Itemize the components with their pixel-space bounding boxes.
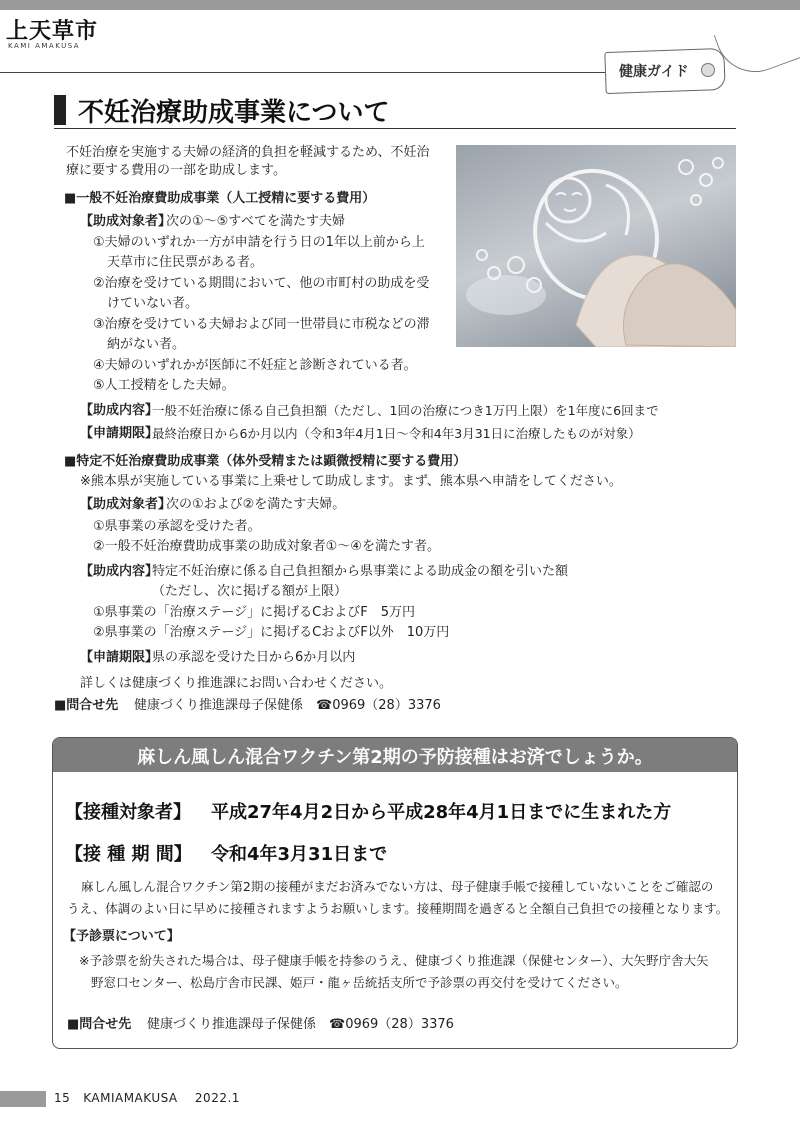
page-number: 15 xyxy=(54,1091,71,1105)
ticket-heading: 【予診票について】 xyxy=(63,929,180,944)
vaccine-notice-title: 麻しん風しん混合ワクチン第2期の予防接種はお済でしょうか。 xyxy=(137,747,653,768)
vaccine-contact-label: ■問合せ先 xyxy=(67,1017,132,1032)
special-note: ※熊本県が実施している事業に上乗せして助成します。まず、熊本県へ申請をしてください。 xyxy=(80,474,622,489)
vaccine-period-label: 【接 種 期 間】 xyxy=(65,844,192,865)
header-rule xyxy=(0,72,610,73)
category-tag xyxy=(605,50,723,90)
general-heading: ■一般不妊治療費助成事業（人工授精に要する費用） xyxy=(64,191,376,206)
general-item: 天草市に住民票がある者。 xyxy=(107,255,264,270)
special-target-label: 【助成対象者】 xyxy=(80,497,172,512)
tag-hole-icon xyxy=(701,63,715,77)
intro-line-1: 不妊治療を実施する夫婦の経済的負担を軽減するため、不妊治 xyxy=(66,145,430,160)
vaccine-notice-box xyxy=(52,737,738,1049)
footer xyxy=(54,1091,240,1105)
special-item: ①県事業の承認を受けた者。 xyxy=(93,519,261,534)
category-tag-label: 健康ガイド xyxy=(619,64,689,80)
special-heading: ■特定不妊治療費助成事業（体外受精または顕微授精に要する費用） xyxy=(64,454,467,469)
special-content-note: （ただし、次に掲げる額が上限） xyxy=(152,584,348,599)
general-target-text: 次の①～⑤すべてを満たす夫婦 xyxy=(166,214,346,229)
vaccine-body-line-2: うえ、体調のよい日に早めに接種されますようお願いします。接種期間を過ぎると全額自己負担での接種となります。 xyxy=(67,901,729,916)
vaccine-notice-header xyxy=(53,738,737,772)
special-content-text: 特定不妊治療に係る自己負担額から県事業による助成金の額を引いた額 xyxy=(152,564,569,579)
general-item: ③治療を受けている夫婦および同一世帯員に市税などの滞 xyxy=(93,317,430,332)
special-item: ②一般不妊治療費助成事業の助成対象者①～④を満たす者。 xyxy=(93,539,440,554)
general-target-label: 【助成対象者】 xyxy=(80,214,172,229)
city-logo xyxy=(6,14,116,54)
section-title: 不妊治療助成事業について xyxy=(78,98,390,128)
ticket-line-2: 野窓口センター、松島庁舎市民課、姫戸・龍ヶ岳統括支所で予診票の再交付を受けてください。 xyxy=(91,975,628,990)
special-period-label: 【申請期限】 xyxy=(80,650,159,665)
general-period-text: 最終治療日から6か月以内（令和3年4月1日～令和4年3月31日に治療したものが対象） xyxy=(152,426,641,441)
title-rule xyxy=(54,128,736,129)
ticket-line-1: ※予診票を紛失された場合は、母子健康手帳を持参のうえ、健康づくり推進課（保健センター）、大矢野庁舎大矢 xyxy=(79,953,709,968)
hands-chalk-drawing-photo xyxy=(456,145,736,347)
intro-line-2: 療に要する費用の一部を助成します。 xyxy=(66,163,286,178)
general-item: ②治療を受けている期間において、他の市町村の助成を受 xyxy=(93,276,430,291)
special-period-text: 県の承認を受けた日から6か月以内 xyxy=(152,650,356,665)
magazine-name: KAMIAMAKUSA xyxy=(83,1091,178,1105)
general-item: ④夫婦のいずれかが医師に不妊症と診断されている者。 xyxy=(93,358,417,373)
title-marker xyxy=(54,95,66,125)
special-amount: ②県事業の「治療ステージ」に掲げるCおよびF以外 10万円 xyxy=(93,625,450,640)
contact-label: ■問合せ先 xyxy=(54,698,119,713)
vaccine-target-label: 【接種対象者】 xyxy=(65,802,191,823)
logo-subtext: KAMI AMAKUSA xyxy=(8,42,81,50)
special-target-text: 次の①および②を満たす夫婦。 xyxy=(166,497,346,512)
general-item: ⑤人工授精をした夫婦。 xyxy=(93,378,235,393)
issue-date: 2022.1 xyxy=(194,1091,240,1105)
logo-text: 上天草市 xyxy=(6,19,99,44)
tag-string xyxy=(714,8,800,84)
general-content-label: 【助成内容】 xyxy=(80,403,159,418)
general-item: けていない者。 xyxy=(107,296,199,311)
vaccine-period-text: 令和4年3月31日まで xyxy=(211,844,388,865)
general-item: 納がない者。 xyxy=(107,337,186,352)
contact-text: 健康づくり推進課母子保健係 ☎0969（28）3376 xyxy=(134,698,441,713)
general-period-label: 【申請期限】 xyxy=(80,426,159,441)
special-content-label: 【助成内容】 xyxy=(80,564,159,579)
footer-bar xyxy=(0,1091,46,1107)
special-amount: ①県事業の「治療ステージ」に掲げるCおよびF 5万円 xyxy=(93,605,415,620)
vaccine-contact-text: 健康づくり推進課母子保健係 ☎0969（28）3376 xyxy=(147,1017,454,1032)
closing-text: 詳しくは健康づくり推進課にお問い合わせください。 xyxy=(80,676,393,691)
vaccine-target-text: 平成27年4月2日から平成28年4月1日までに生まれた方 xyxy=(211,802,672,823)
vaccine-body-line-1: 麻しん風しん混合ワクチン第2期の接種がまだお済みでない方は、母子健康手帳で接種していないことをご確認の xyxy=(81,879,714,894)
general-item: ①夫婦のいずれか一方が申請を行う日の1年以上前から上 xyxy=(93,235,425,250)
general-content-text: 一般不妊治療に係る自己負担額（ただし、1回の治療につき1万円上限）を1年度に6回まで xyxy=(152,403,659,418)
top-bar xyxy=(0,0,800,10)
